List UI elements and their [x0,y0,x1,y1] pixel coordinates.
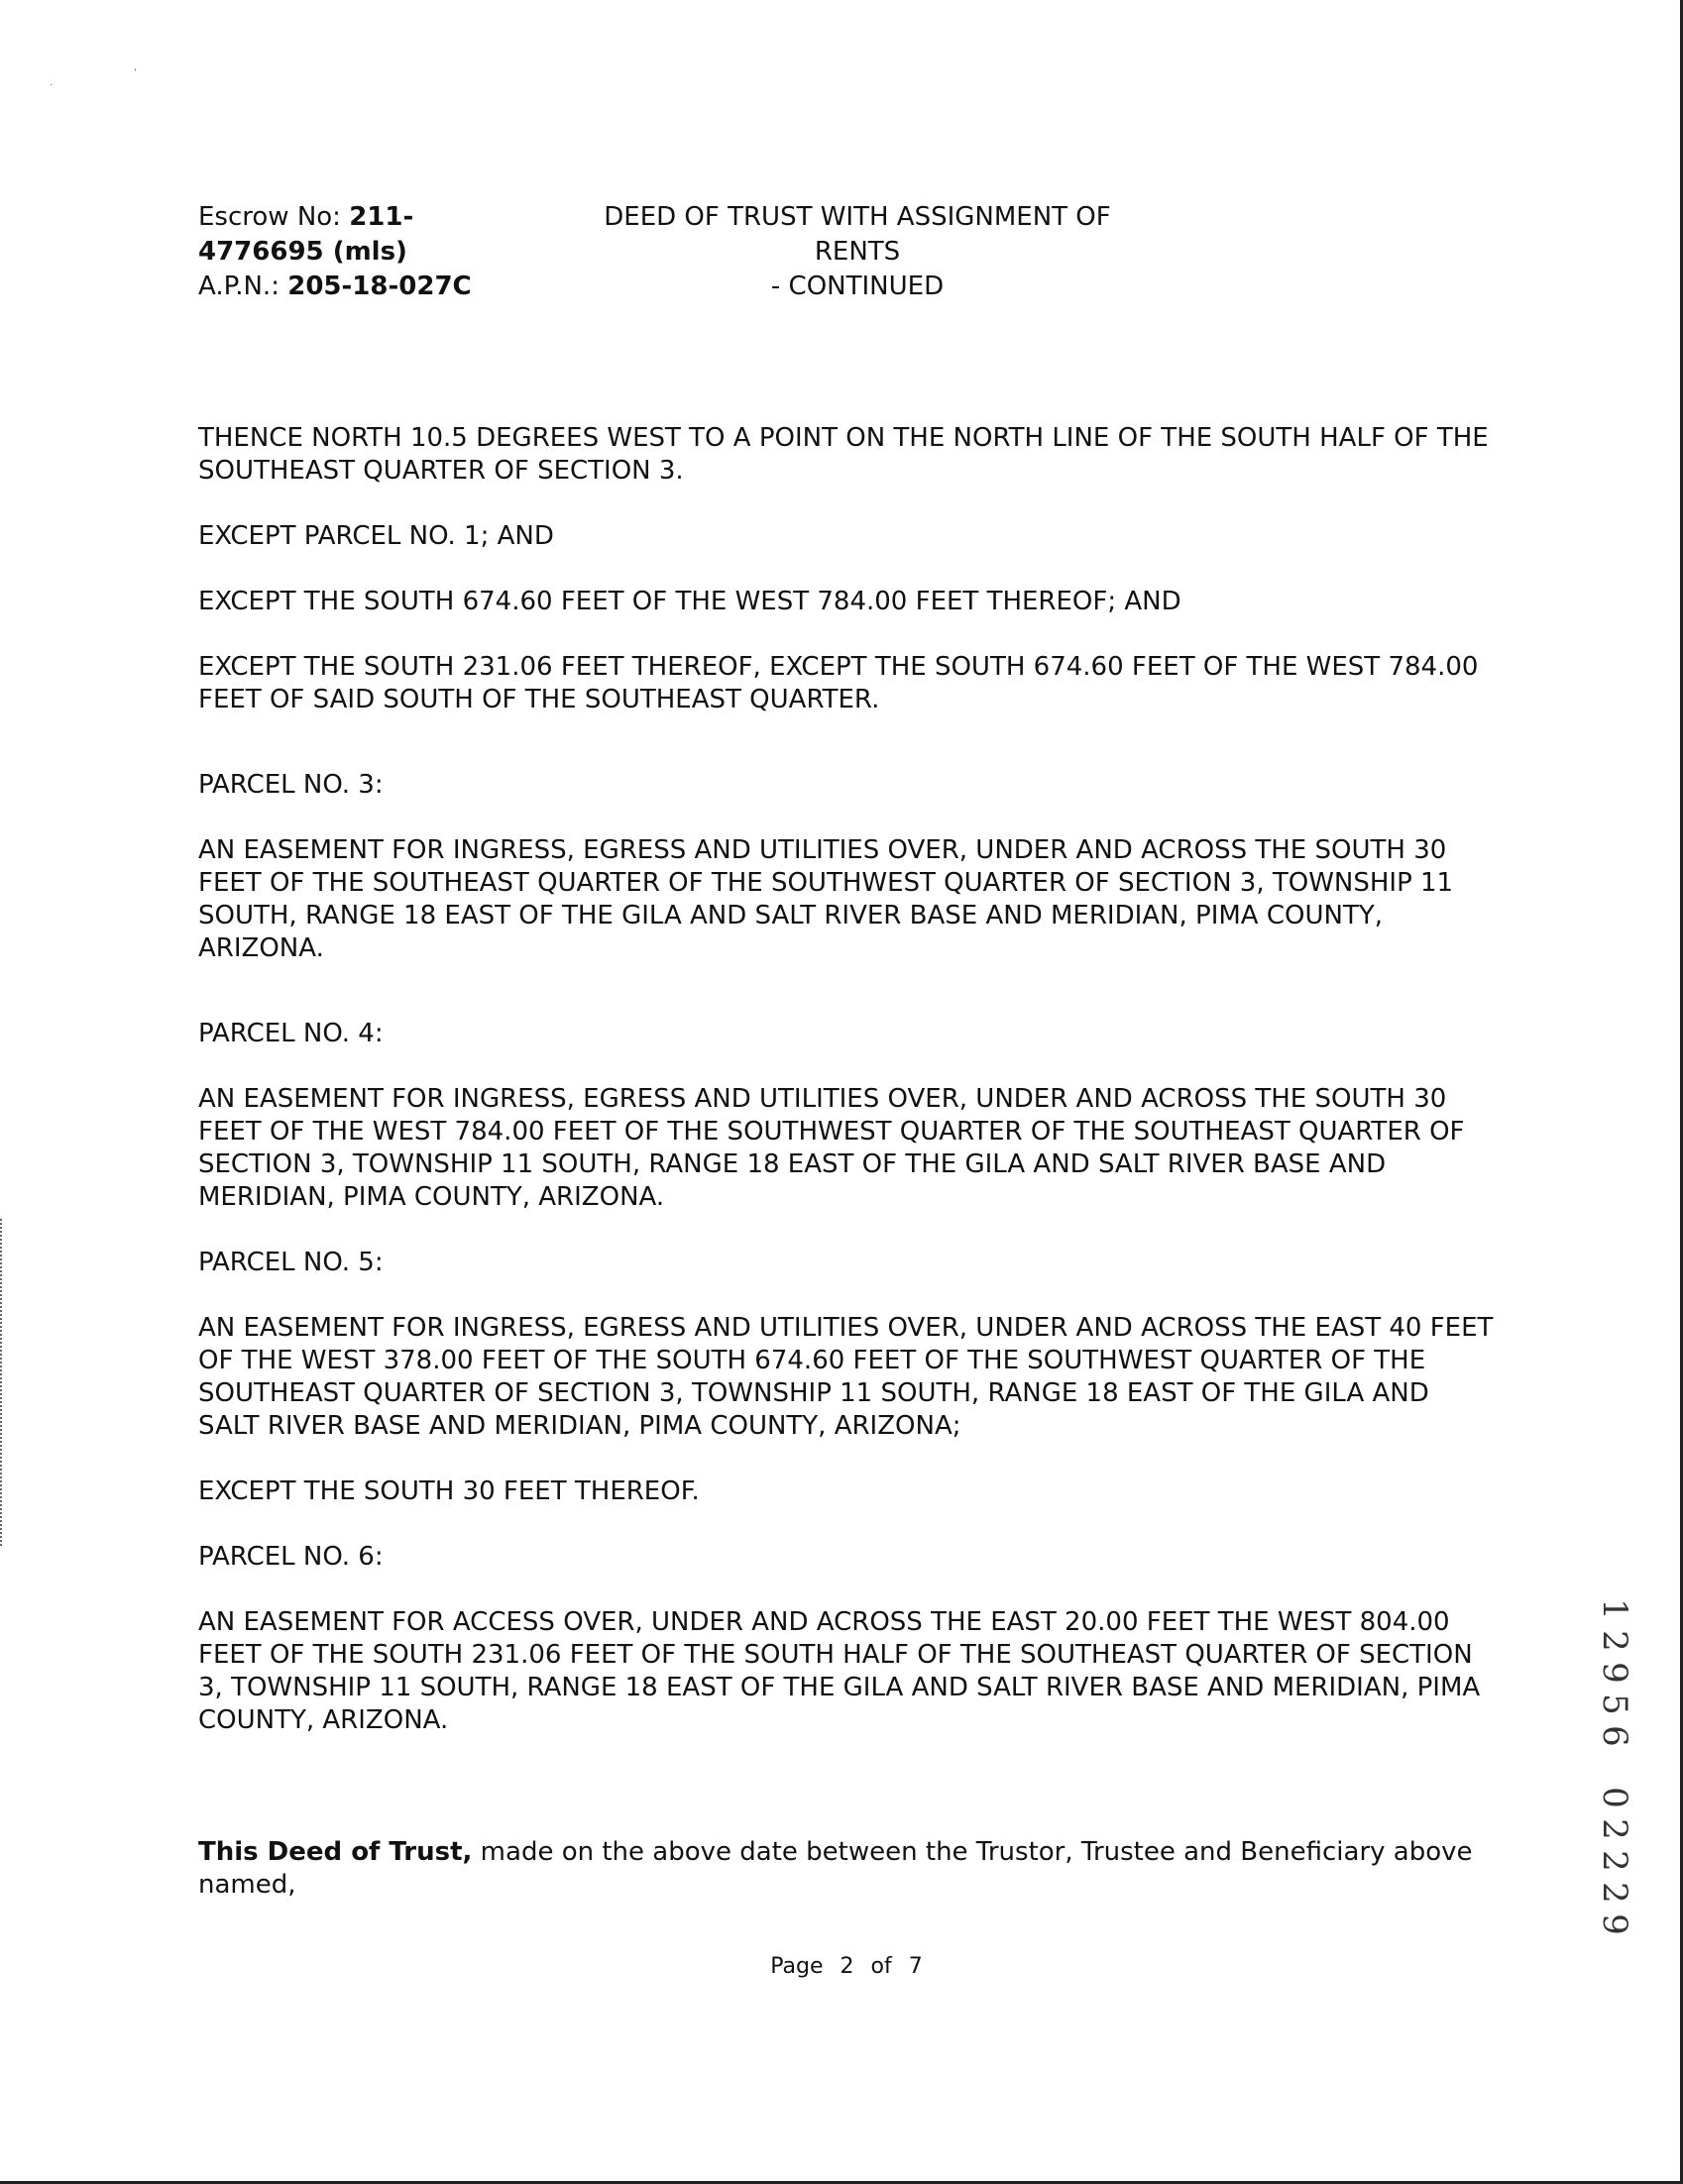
page-total: 7 [908,1954,923,1979]
stamp-digit: 2 [1595,1818,1634,1840]
apn-label: A.P.N.: [198,272,288,301]
parcel-3-text: AN EASEMENT FOR INGRESS, EGRESS AND UTILITIES OVER, UNDER AND ACROSS THE SOUTH 30 FEET OF THE SOUTHEAST QUARTER OF THE SOUTHWEST QUARTER OF SECTION 3, TOWNSHIP 11 SOUTH, RANGE 18 EAST OF THE GILA AND SALT RIVER BASE AND MERIDIAN, PIMA COUNTY, ARIZONA. [198,835,1454,963]
document-header [198,200,1487,309]
title-line-1: DEED OF TRUST WITH ASSIGNMENT OF RENTS [604,202,1111,267]
scan-artifact: . [50,77,54,88]
closing-statement [198,1836,1497,1902]
recording-book-number [1595,1593,1634,1752]
paragraph-except-south-674: EXCEPT THE SOUTH 674.60 FEET OF THE WEST 784.00 FEET THEREOF; AND [198,587,1181,616]
paragraph-thence: THENCE NORTH 10.5 DEGREES WEST TO A POINT ON THE NORTH LINE OF THE SOUTH HALF OF THE SOUTHEAST QUARTER OF SECTION 3. [198,423,1489,486]
recording-stamp [1595,1593,1634,1940]
stamp-digit: 1 [1595,1598,1634,1620]
page-footer [0,1954,1683,1979]
parcel-4-text: AN EASEMENT FOR INGRESS, EGRESS AND UTILITIES OVER, UNDER AND ACROSS THE SOUTH 30 FEET OF THE WEST 784.00 FEET OF THE SOUTHWEST QUARTER OF THE SOUTHEAST QUARTER OF SECTION 3, TOWNSHIP 11 SOUTH, RANGE 18 EAST OF THE GILA AND SALT RIVER BASE AND MERIDIAN, PIMA COUNTY, ARIZONA. [198,1084,1465,1212]
title-line-2: - CONTINUED [770,272,945,301]
stamp-digit: 5 [1595,1693,1634,1715]
escrow-number-part1: 211- [349,202,414,232]
parcel-5-exception: EXCEPT THE SOUTH 30 FEET THEREOF. [198,1476,700,1506]
page-label: Page [770,1954,824,1979]
document-title [560,200,1155,304]
stamp-digit: 0 [1595,1787,1634,1808]
stamp-digit: 2 [1595,1850,1634,1872]
stamp-digit: 9 [1595,1662,1634,1684]
paragraph-except-south-231: EXCEPT THE SOUTH 231.06 FEET THEREOF, EXCEPT THE SOUTH 674.60 FEET OF THE WEST 784.00 FEET OF SAID SOUTH OF THE SOUTHEAST QUARTER. [198,652,1479,714]
stamp-digit: 2 [1595,1882,1634,1904]
stamp-digit: 2 [1595,1630,1634,1652]
parcel-6-text: AN EASEMENT FOR ACCESS OVER, UNDER AND ACROSS THE EAST 20.00 FEET THE WEST 804.00 FEET OF THE SOUTH 231.06 FEET OF THE SOUTH HALF OF THE SOUTHEAST QUARTER OF SECTION 3, TOWNSHIP 11 SOUTH, RANGE 18 EAST OF THE GILA AND SALT RIVER BASE AND MERIDIAN, PIMA COUNTY, ARIZONA. [198,1607,1481,1735]
closing-bold: This Deed of Trust, [198,1837,473,1867]
escrow-number-part2: 4776695 (mls) [198,237,407,267]
parcel-4-heading: PARCEL NO. 4: [198,1019,384,1048]
apn-value: 205-18-027C [287,272,472,301]
page-number: 2 [840,1954,854,1979]
parcel-3-heading: PARCEL NO. 3: [198,770,384,800]
parcel-6-heading: PARCEL NO. 6: [198,1542,384,1572]
legal-description [198,422,1497,1902]
closing-text: made on the above date between the Trustor, Trustee and Beneficiary above named, [198,1837,1473,1900]
parcel-5-heading: PARCEL NO. 5: [198,1248,384,1277]
scan-edge-marks [0,1219,4,1546]
stamp-digit: 9 [1595,1913,1634,1935]
parcel-5-text: AN EASEMENT FOR INGRESS, EGRESS AND UTILITIES OVER, UNDER AND ACROSS THE EAST 40 FEET OF THE WEST 378.00 FEET OF THE SOUTH 674.60 FEET OF THE SOUTHWEST QUARTER OF THE SOUTHEAST QUARTER OF SECTION 3, TOWNSHIP 11 SOUTH, RANGE 18 EAST OF THE GILA AND SALT RIVER BASE AND MERIDIAN, PIMA COUNTY, ARIZONA; [198,1313,1494,1441]
paragraph-except-parcel-1: EXCEPT PARCEL NO. 1; AND [198,521,554,551]
escrow-label: Escrow No: [198,202,350,232]
escrow-block [198,200,496,304]
stamp-digit: 6 [1595,1725,1634,1747]
recording-page-number [1595,1782,1634,1940]
scan-artifact: ' [134,67,137,78]
of-label: of [870,1954,892,1979]
